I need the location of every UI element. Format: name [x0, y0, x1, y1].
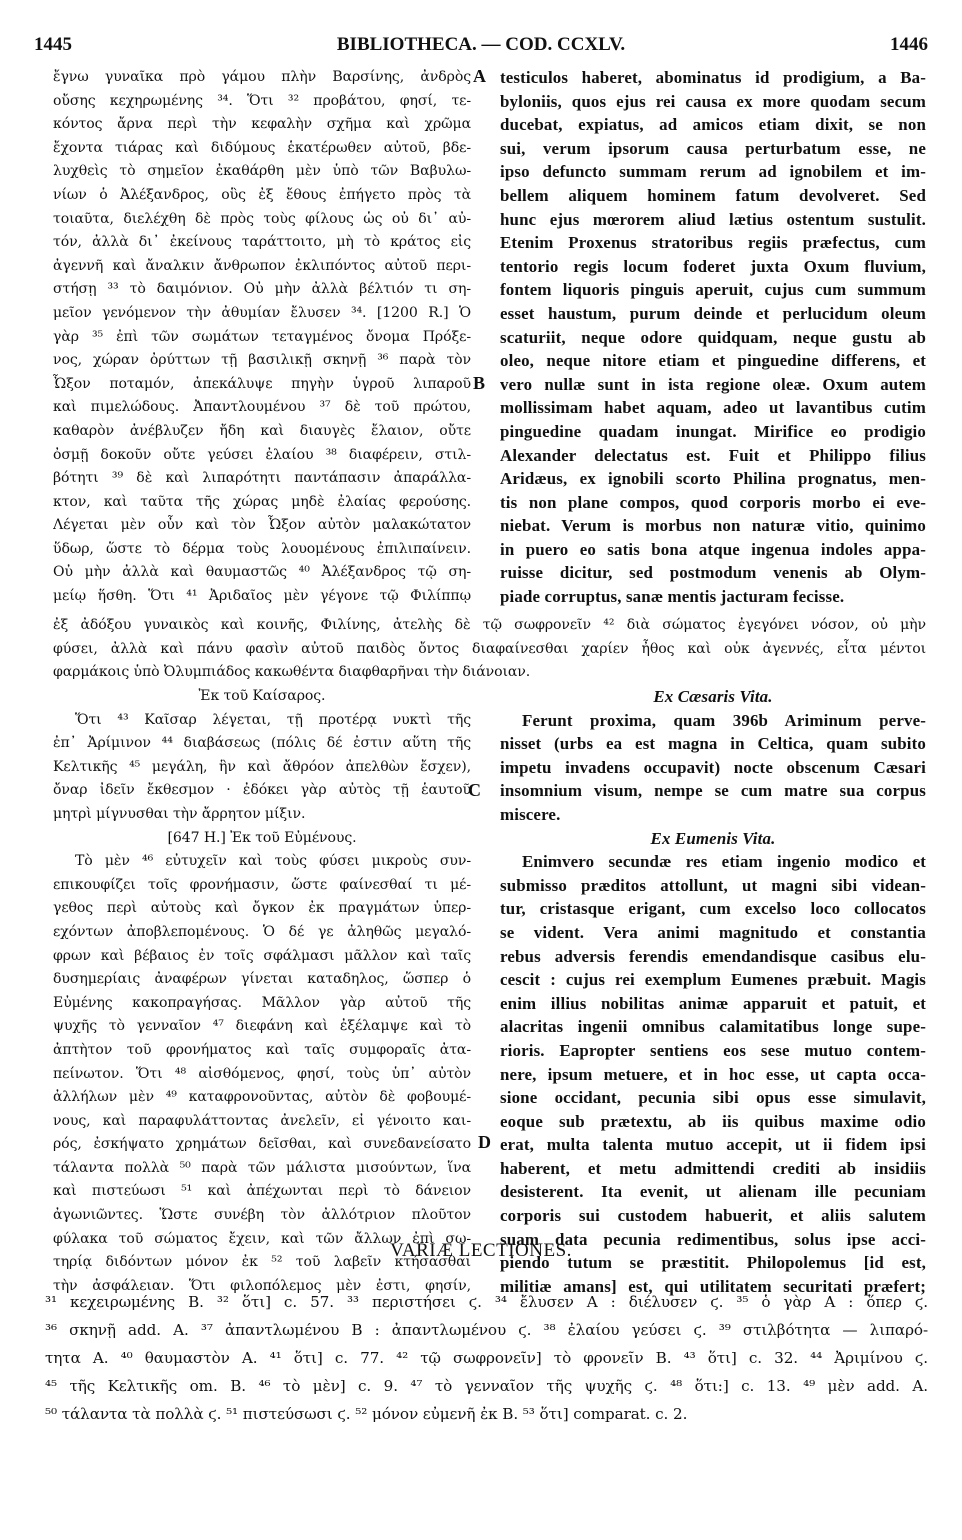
greek-column-top	[53, 66, 471, 609]
greek-text-line: κτον, καὶ ταῦτα τῆς χώρας μηδὲ ἐλαίας φερούσης.	[53, 493, 471, 510]
variant-reading-line: ³¹ κεχειρωμένης B. ³² ὅτι] c. 57. ³³ περιστήσει ϛ. ³⁴ ἔλυσεν A : διέλυσεν ϛ. ³⁵ ὁ γὰρ A : ὅπερ ϛ.	[45, 1293, 928, 1311]
variant-reading-line: ³⁶ σκηνῇ add. A. ³⁷ ἀπαντλωμένου B : ἀπαντλωμένου ϛ. ³⁸ ἐλαίου γεύσει ϛ. ³⁹ στιλβότητα — λιπαρό-	[45, 1321, 928, 1339]
latin-text-line: cescit : cujus rei exemplum Eumenes præbuit. Magis	[500, 970, 926, 990]
greek-text-line: ἐπ᾽ Ἀρίμινον ⁴⁴ διαβάσεως (πόλις δέ ἐστιν αὕτη τῆς	[53, 735, 471, 752]
variant-reading-line: τητα A. ⁴⁰ θαυμαστὸν A. ⁴¹ ὅτι] c. 77. ⁴² τῷ σωφρονεῖν] τὸ φρονεῖν B. ⁴³ ὅτι] c. 32. ⁴⁴ Ἀριμίνου ϛ.	[45, 1349, 928, 1367]
latin-text-line: ipso defuncto summam rerum ad ignobilem et im-	[500, 162, 926, 182]
greek-text-line: βότητι ³⁹ δὲ καὶ λιπαρότητι παντάπασιν ἀπαράλλα-	[53, 470, 471, 487]
greek-fullwidth-text	[53, 614, 926, 685]
greek-text-line: φαρμάκοις ὑπὸ Ὀλυμπιάδος κακωθέντα διαφθαρῆναι τὴν διάνοιαν.	[53, 664, 531, 681]
latin-text-line: militiæ amans] est, qui utilitatem securitati præfert;	[500, 1276, 926, 1296]
latin-column-bottom	[500, 685, 926, 1298]
latin-column-top	[500, 66, 926, 609]
greek-text-line: ρός, ἐσκήψατο χρημάτων δεῖσθαι, καὶ συνεδανείσατο	[53, 1136, 471, 1153]
greek-text-line: οὔσης κεχηρωμένης ³⁴. Ὅτι ³² προβάτου, φησί, τε-	[53, 92, 471, 109]
latin-text-line: oleo, neque nitore etiam et pinguedine differens, et	[500, 351, 926, 371]
greek-text-line: μείῳ ἥσθη. Ὅτι ⁴¹ Ἀριδαῖος μὲν γέγονε τῷ Φιλίππῳ	[53, 588, 471, 605]
greek-text-line: ὄναρ ἰδεῖν ἔκθεσμον · ἐδόκει γὰρ αὐτὸς τῇ ἑαυτοῦ	[53, 782, 471, 799]
latin-text-line: miscere.	[500, 804, 561, 824]
greek-text-line: τοιαῦτα, διελέχθη δὲ πρὸς τοὺς φίλους ὡς οὐ δι᾽ αὐ-	[53, 210, 471, 227]
greek-text-line: ἐξ ἀδόξου γυναικὸς καὶ κοινῆς, Φιλίνης, ἀτελὴς δὲ τῷ σωφρονεῖν ⁴² διὰ σώματος ἐγεγόνει νόσον, οὐ μὴν	[53, 617, 926, 633]
latin-text-line: piade corruptus, sanæ mentis jacturam fecisse.	[500, 587, 845, 607]
latin-text-line: rebus adversis ferendis emendandisque casibus elu-	[500, 946, 926, 966]
greek-text-line: Εὐμένης κακοπραγήσας. Μᾶλλον γὰρ αὐτοῦ τῆς	[53, 994, 471, 1011]
latin-text-line: Enimvero secundæ res etiam ingenio modico et	[522, 852, 926, 872]
greek-text-line: φύσει, ἀλλὰ καὶ πάνυ φασὶν αὐτοῦ παιδὸς ὄντος διαφαίνεσθαι χαρίεν ἦθος καὶ οὐκ ἀγεννές, εἶτα μέντοι	[53, 640, 926, 657]
greek-text-line: καὶ πιστεύωσι ⁵¹ καὶ ἀπέχωνται περὶ τὸ δάνειον	[53, 1183, 471, 1200]
greek-text-line: Τὸ μὲν ⁴⁶ εὐτυχεῖν καὶ τοὺς φύσει μικροὺς συν-	[75, 853, 471, 870]
latin-text-line: Ferunt proxima, quam 396b Ariminum perve-	[522, 710, 926, 730]
latin-text-line: in puero eo satis bona atque ingenua indoles appa-	[500, 539, 926, 559]
latin-text-line: scaturiit, neque odore quidquam, neque gustu ab	[500, 327, 926, 347]
latin-text-line: bellem aliquem hominem fatum devolveret. Sed	[500, 185, 926, 205]
greek-text-line: επικουφίζει τοῖς φρονήμασιν, ὥστε φαίνεσθαί τι μέ-	[53, 876, 471, 893]
greek-text-line: ἀπτὴτον τοῦ φρονήματος καὶ ταῖς συμφοραῖς ἀτα-	[53, 1041, 471, 1058]
latin-text-line: esset haustum, purum deinde et perlucidum oleum	[500, 303, 926, 323]
greek-text-line: τηρίᾳ διδόντων μόνον ἐκ ⁵² τοῦ λαβεῖν κτήσασθαι	[53, 1254, 471, 1271]
latin-text-line: nisset (urbs ea est magna in Celtica, quam subito	[500, 734, 926, 754]
latin-text-line: tur, cristasque erigant, cum excelso loco collocatos	[500, 899, 926, 919]
margin-marker-d: D	[478, 1132, 491, 1152]
greek-text-line: τόν, ἀλλὰ δι᾽ ἐκείνους ταράττοιτο, μὴ τὸ κράτος εἰς	[53, 234, 471, 251]
latin-text-line: corporis sui custodem habuerit, et aliis salutem	[500, 1206, 926, 1226]
latin-text-line: sione occidant, pecunia sibi opus esse simulavit,	[500, 1088, 926, 1108]
latin-text-line: insomnium visum, nempe se cum matre sua corpus	[500, 781, 926, 801]
latin-text-line: Aridæus, ex ignobili scorto Philina prognatus, men-	[500, 469, 926, 489]
latin-text-line: Etenim Proxenus stratoribus regiis præfectus, cum	[500, 233, 926, 253]
greek-text-line: κόντος ἄρνα περὶ τὴν κεφαλὴν σχῆμα καὶ χρῶμα	[53, 116, 471, 133]
latin-text-line: enim illius nobilitas animæ apparuit et patuit, et	[500, 993, 926, 1013]
latin-text-line: Alexander delectatus est. Fuit et Philippo filius	[500, 445, 926, 465]
greek-text-line: ἀγωνιῶντες. Ὥστε συνέβη τὸν ἀλλότριον πλοῦτον	[53, 1207, 471, 1224]
latin-text-line: tentorio regis locum foderet juxta Oxum fluvium,	[500, 256, 926, 276]
latin-section-heading-caesar: Ex Cæsaris Vita.	[653, 687, 773, 706]
greek-text-line: γὰρ ³⁵ ἐπὶ τῶν σωμάτων τεταγμένος ὄνομα Πρόξε-	[53, 328, 471, 345]
latin-text-line: se vident. Vera animi magnitudo et constantia	[500, 922, 926, 942]
latin-text-line: alacritas ingenii omnibus calamitatibus longe supe-	[500, 1017, 926, 1037]
latin-text-line: ducebat, expiatus, ad amicos etiam dixit, se non	[500, 115, 926, 135]
greek-text-line: Λέγεται μὲν οὖν καὶ τὸν Ὦξον αὐτὸν μαλακώτατον	[53, 517, 471, 534]
greek-text-line: ὀσμῇ δοκοῦν οὔτε γεύσει ἐλαίου ³⁸ διαφέρειν, στιλ-	[53, 446, 471, 463]
latin-text-line: tis non plane compos, quod corporis morbo ei eve-	[500, 492, 926, 512]
greek-text-line: πείνωτον. Ὅτι ⁴⁸ αἰσθόμενος, φησί, τοὺς ὑπ᾽ αὐτὸν	[53, 1065, 471, 1082]
latin-text-line: niebat. Verum is morbus non naturæ vitio, quinimo	[500, 516, 926, 536]
greek-text-line: νίων ὁ Ἀλέξανδρος, οὓς ἐξ ἔθους ἐπήγετο πρὸς τὰ	[53, 186, 471, 203]
latin-text-line: mollissimam habet aquam, adeo ut lavantibus cutim	[500, 398, 926, 418]
latin-text-line: rioris. Eapropter sentiens eos sese mutuo contem-	[500, 1040, 926, 1060]
variae-lectiones	[45, 1288, 928, 1428]
latin-text-line: vero nullæ sunt in ista regione oleæ. Oxum autem	[500, 374, 926, 394]
greek-text-line: φύλακα τοῦ σώματος ἔχειν, καὶ τῶν ἄλλων ἐπὶ σω-	[53, 1230, 471, 1247]
greek-text-line: τὴν ἀσφάλειαν. Ὅτι φιλοπόλεμος μὲν ἐστι, φησίν,	[53, 1277, 471, 1294]
greek-text-line: ἔγνω γυναῖκα πρὸ γάμου πλὴν Βαρσίνης, ἀνδρὸς	[53, 69, 471, 85]
latin-text-line: impetu invadens occupavit) nocte obscenum Cæsari	[500, 757, 926, 777]
page-header	[34, 34, 928, 60]
latin-text-line: desisterent. Ita evenit, ut alienam ille pecuniam	[500, 1182, 926, 1202]
latin-text-line: erat, multa talenta mutuo accepit, ut ii fidem ipsi	[500, 1135, 926, 1155]
greek-text-line: Οὐ μὴν ἀλλὰ καὶ θαυμαστῶς ⁴⁰ Ἀλέξανδρος τῷ ση-	[53, 564, 471, 581]
latin-text-line: piendo tutum se præstitit. Philopolemus [id est,	[500, 1253, 926, 1273]
greek-text-line: Ὅτι ⁴³ Καῖσαρ λέγεται, τῇ προτέρᾳ νυκτὶ τῆς	[75, 711, 471, 728]
greek-text-line: εχόντων ἀποβλεπομένους. Ὁ δέ γε ἀληθῶς μεγαλό-	[53, 923, 471, 940]
latin-text-line: byloniis, quos ejus rei causa ex more quodam secum	[500, 91, 926, 111]
greek-text-line: μεῖον γενόμενον τὴν ἀθυμίαν ἔλυσεν ³⁴. [1200 R.] Ὁ	[53, 304, 471, 321]
greek-text-line: ψυχῆς τὸ γενναῖον ⁴⁷ διεφάνη καὶ ἐξέλαμψε καὶ τὸ	[53, 1018, 471, 1035]
latin-text-line: haberent, et metu admittendi crediti ab insidiis	[500, 1158, 926, 1178]
variant-reading-line: ⁴⁵ τῆς Κελτικῆς om. B. ⁴⁶ τὸ μὲν] c. 9. ⁴⁷ τὸ γενναῖον τῆς ψυχῆς ϛ. ⁴⁸ ὅτι:] c. 13. ⁴⁹ μὲν add. A.	[45, 1377, 928, 1395]
latin-text-line: nere, ipsum metuere, et in hoc esse, ut capta occa-	[500, 1064, 926, 1084]
latin-text-line: sui, verum ipsorum causa perturbatum esse, ne	[500, 138, 926, 158]
greek-text-line: ἀγεννῆ καὶ ἄναλκιν ἄνθρωπον ἐκλιπόντος αὐτοῦ περι-	[53, 257, 471, 274]
greek-text-line: φρων καὶ βέβαιος ἐν τοῖς σφάλμασι μᾶλλον καὶ ταῖς	[53, 947, 471, 964]
greek-text-line: Ὦξον ποταμόν, ἀπεκάλυψε πηγὴν ὑγροῦ λιπαροῦ	[53, 375, 471, 392]
greek-text-line: γεθος περὶ αὐτοὺς καὶ ὄγκον ἐκ πραγμάτων ὑπερ-	[53, 900, 471, 917]
greek-section-heading-caesar: Ἐκ τοῦ Καίσαρος.	[198, 688, 326, 704]
greek-column-bottom	[53, 685, 471, 1298]
greek-text-line: ἔχοντα τιάρας καὶ διδύμους ἑκατέρωθεν αὐτοῦ, βδε-	[53, 139, 471, 156]
greek-text-line: ὕδωρ, ὥστε τὸ δέρμα τοὺς λουομένους ἐπιλιπαίνειν.	[53, 540, 471, 557]
greek-text-line: ἀλλήλων μὲν ⁴⁹ καταφρονοῦντας, αὐτὸν δὲ φοβουμέ-	[53, 1089, 471, 1106]
latin-section-heading-eumenes: Ex Eumenis Vita.	[650, 828, 776, 848]
variant-reading-line: ⁵⁰ τάλαντα τὰ πολλὰ ϛ. ⁵¹ πιστεύσωσι ϛ. ⁵² μόνον εὐμενῆ ἐκ B. ⁵³ ὅτι] comparat. c. 2.	[45, 1405, 688, 1423]
page-number-right: 1446	[890, 34, 928, 55]
greek-text-line: μητρὶ μίγνυσθαι τὴν ἄρρητον μίξιν.	[53, 805, 306, 822]
greek-text-line: στήσῃ ³³ τὸ δαιμόνιον. Οὐ μὴν ἀλλὰ βέλτιόν τι ση-	[53, 281, 471, 298]
greek-text-line: δυσημερίαις ἀναφέρων γίνεται καταδηλος, ὥσπερ ὁ	[53, 971, 471, 988]
greek-text-line: νος, χώραν ὀρύττων τῇ βασιλικῇ σκηνῇ ³⁶ παρὰ τὸν	[53, 352, 471, 369]
greek-text-line: λυχθεὶς τὸ σημεῖον ἐκαθάρθη μὲν ὑπὸ τῶν Βαβυλω-	[53, 163, 471, 180]
greek-text-line: τάλαντα πολλὰ ⁵⁰ παρὰ τῶν μάλιστα μισούντων, ἵνα	[53, 1159, 471, 1176]
page-number-left: 1445	[34, 34, 72, 55]
greek-section-heading-eumenes: [647 H.] Ἐκ τοῦ Εὐμένους.	[167, 829, 357, 846]
greek-text-line: καθαρὸν ἀνέβλυζεν ἤδη καὶ διαυγὲς ἔλαιον, οὔτε	[53, 422, 471, 439]
margin-marker-b: B	[473, 373, 486, 393]
latin-text-line: fontem liquoris pinguis aperuit, cujus cum summum	[500, 280, 926, 300]
margin-marker-c: C	[468, 780, 481, 800]
latin-text-line: pinguedine quadam inungat. Mirifice eo prodigio	[500, 421, 926, 441]
greek-text-line: καὶ πιμελώδους. Ἀπαντλουμένου ³⁷ δὲ τοῦ πρώτου,	[53, 399, 471, 416]
running-title: BIBLIOTHECA. — COD. CCXLV.	[336, 34, 626, 55]
latin-text-line: ruisse dicitur, sed postmodum venenis ab Olym-	[500, 563, 926, 583]
variae-lectiones-title: VARIÆ LECTIONES.	[390, 1240, 572, 1261]
latin-text-line: testiculos haberet, abominatus id prodigium, a Ba-	[500, 68, 926, 87]
latin-text-line: suam data pecunia redimentibus, solus ipse acci-	[500, 1229, 926, 1249]
latin-text-line: hunc ejus mœrorem aliud lætius ostentum sustulit.	[500, 209, 926, 229]
greek-text-line: Κελτικῆς ⁴⁵ μεγάλη, ἣν καὶ ἄθρόον ἀπελθὼν ἔσχεν),	[53, 758, 471, 775]
latin-text-line: submisso præditos attollunt, ut magni sibi videan-	[500, 875, 926, 895]
margin-marker-a: A	[473, 66, 486, 86]
latin-text-line: eoque sub prætextu, ab iis quibus maxime odio	[500, 1111, 926, 1131]
greek-text-line: νους, καὶ παραφυλάττοντας ἀνελεῖν, εἰ γένοιτο και-	[53, 1112, 471, 1129]
